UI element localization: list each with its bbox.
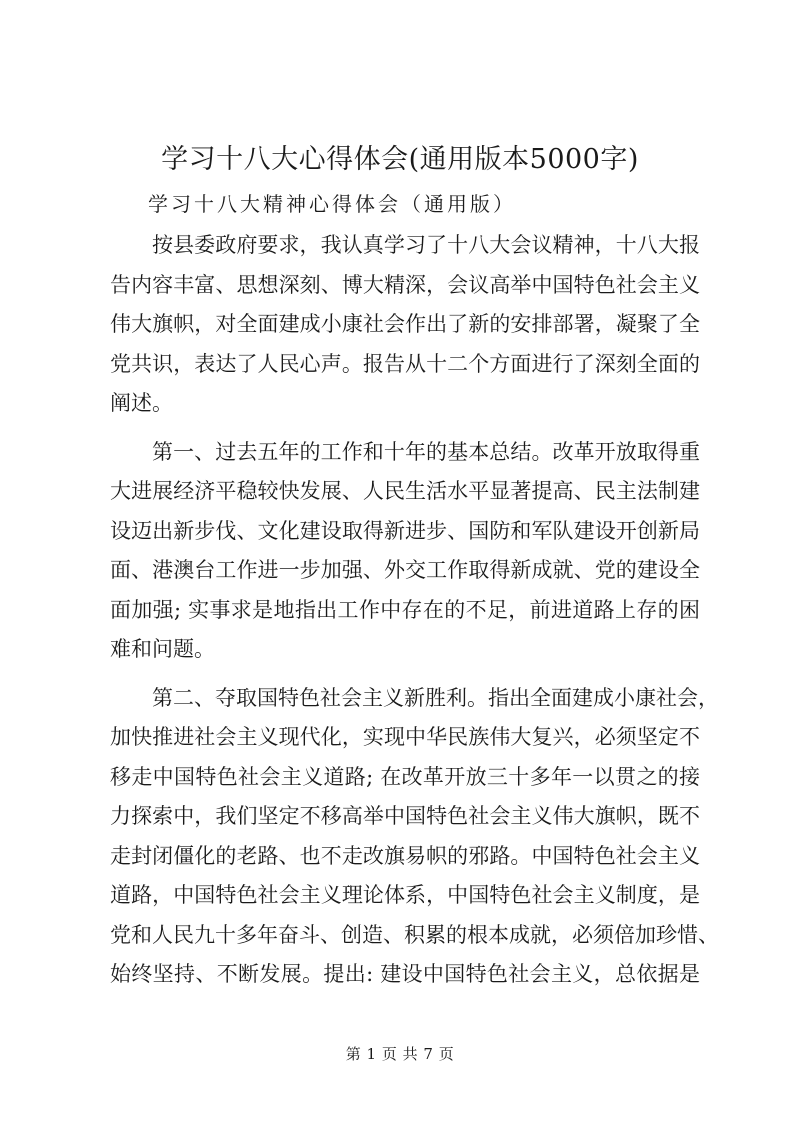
paragraph-line: 始终坚持、不断发展。提出: 建设中国特色社会主义，总依据是 [110,962,700,986]
page-number-footer: 第 1 页 共 7 页 [345,1045,455,1063]
paragraph-line: 第二、夺取国特色社会主义新胜利。指出全面建成小康社会， [152,685,719,710]
paragraph-line: 伟大旗帜，对全面建成小康社会作出了新的安排部署，凝聚了全 [110,312,700,336]
paragraph-line: 阐述。 [110,391,173,415]
document-subtitle: 学习十八大精神心得体会（通用版） [148,192,516,216]
paragraph-line: 党和人民九十多年奋斗、创造、积累的根本成就，必须倍加珍惜、 [110,922,719,947]
paragraph-line: 力探索中，我们坚定不移高举中国特色社会主义伟大旗帜，既不 [110,804,700,828]
paragraph-line: 难和问题。 [110,637,215,661]
paragraph-2 [110,433,700,670]
paragraph-line: 告内容丰富、思想深刻、博大精深，会议高举中国特色社会主义 [110,272,700,297]
paragraph-line: 面、港澳台工作进一步加强、外交工作取得新成就、党的建设全 [110,558,700,582]
paragraph-line: 走封闭僵化的老路、也不走改旗易帜的邪路。中国特色社会主义 [110,843,700,868]
paragraph-line: 设迈出新步伐、文化建设取得新进步、国防和军队建设开创新局 [110,518,700,543]
paragraph-line: 按县委政府要求，我认真学习了十八大会议精神，十八大报 [152,233,700,257]
paragraph-line: 第一、过去五年的工作和十年的基本总结。改革开放取得重 [152,439,700,464]
document-body [110,226,719,1004]
paragraph-3 [110,679,719,995]
paragraph-line: 加快推进社会主义现代化，实现中华民族伟大复兴，必须坚定不 [110,725,700,749]
paragraph-line: 党共识，表达了人民心声。报告从十二个方面进行了深刻全面的 [110,351,700,376]
paragraph-line: 面加强; 实事求是地指出工作中存在的不足，前进道路上存的困 [110,597,700,622]
paragraph-1 [110,226,700,424]
paragraph-line: 大进展经济平稳较快发展、人民生活水平显著提高、民主法制建 [110,479,700,503]
paragraph-line: 道路，中国特色社会主义理论体系，中国特色社会主义制度，是 [110,883,700,907]
paragraph-line: 移走中国特色社会主义道路; 在改革开放三十多年一以贯之的接 [110,764,700,789]
document-title: 学习十八大心得体会(通用版本5000字) [161,144,639,175]
